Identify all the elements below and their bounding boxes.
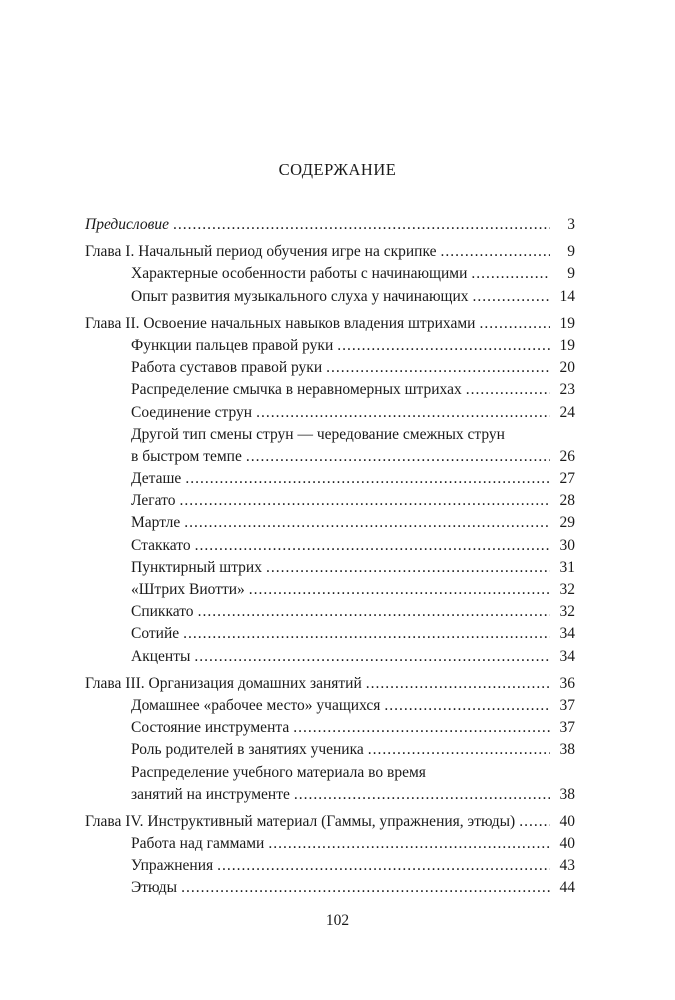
toc-entry-text: Состояние инструмента [131, 719, 290, 737]
toc-entry-text: Предисловие [85, 216, 169, 233]
toc-entry-first-line[interactable] [85, 424, 575, 446]
dot-leader [195, 535, 550, 557]
toc-entry[interactable] [85, 833, 575, 855]
toc-entry[interactable] [85, 646, 575, 668]
toc-page-number: 26 [559, 447, 575, 465]
dot-leader [256, 402, 550, 424]
toc-entry[interactable] [85, 512, 575, 534]
toc-entry-text: Глава III. Организация домашних занятий [85, 674, 362, 692]
table-of-contents [85, 214, 575, 905]
toc-page-number: 38 [559, 741, 575, 759]
dot-leader [266, 557, 550, 579]
dot-leader [246, 446, 550, 468]
toc-entry-text: «Штрих Виотти» [131, 581, 245, 598]
toc-entry-text: Этюды [131, 879, 178, 897]
toc-entry[interactable] [85, 784, 575, 806]
toc-entry-text: Характерные особенности работы с начинающими [131, 265, 468, 283]
toc-entry[interactable] [85, 379, 575, 401]
toc-page-number: 31 [559, 558, 575, 576]
dot-leader [249, 579, 550, 601]
dot-leader [479, 313, 550, 335]
dot-leader [217, 855, 550, 877]
toc-entry-text: Акценты [131, 647, 191, 665]
toc-entry-text: Стаккато [131, 536, 191, 554]
toc-entry[interactable] [85, 601, 575, 623]
dot-leader [198, 601, 550, 623]
toc-page-number: 24 [559, 403, 575, 421]
toc-entry-first-line[interactable] [85, 762, 575, 784]
toc-entry-text: Мартле [131, 514, 181, 532]
toc-page-number: 19 [559, 314, 575, 332]
toc-entry[interactable] [85, 717, 575, 739]
toc-chapter-4 [85, 811, 575, 900]
dot-leader [293, 717, 550, 739]
dot-leader [337, 335, 550, 357]
toc-page-number: 32 [559, 603, 575, 621]
toc-page-number: 19 [559, 336, 575, 354]
toc-entry[interactable] [85, 877, 575, 899]
toc-entry-text: Сотийе [131, 625, 180, 643]
toc-entry-preface[interactable] [85, 214, 575, 236]
dot-leader [466, 379, 550, 401]
toc-entry[interactable] [85, 335, 575, 357]
toc-entry-text: Спиккато [131, 603, 194, 621]
toc-page-number: 38 [559, 785, 575, 803]
dot-leader [183, 623, 550, 645]
toc-entry-text: Деташе [131, 470, 182, 488]
dot-leader [294, 784, 550, 806]
page-title: СОДЕРЖАНИЕ [278, 160, 397, 179]
dot-leader [179, 490, 550, 512]
dot-leader [185, 468, 550, 490]
toc-entry-text: Домашнее «рабочее место» учащихся [131, 696, 381, 714]
toc-page-number: 44 [559, 879, 575, 897]
dot-leader [194, 646, 550, 668]
dot-leader [519, 811, 550, 833]
toc-entry-text: Глава II. Освоение начальных навыков владения штрихами [85, 314, 476, 332]
dot-leader [366, 673, 550, 695]
toc-entry-text: Пунктирный штрих [131, 558, 262, 576]
toc-page-number: 3 [567, 216, 575, 233]
toc-entry-text: Распределение смычка в неравномерных штрихах [131, 381, 462, 399]
toc-entry[interactable] [85, 468, 575, 490]
toc-entry[interactable] [85, 579, 575, 601]
toc-entry-text: Распределение учебного материала во время [131, 763, 426, 781]
toc-entry[interactable] [85, 490, 575, 512]
toc-preface-group [85, 214, 575, 236]
toc-entry[interactable] [85, 263, 575, 285]
toc-page-number: 14 [559, 287, 575, 305]
toc-page-number: 34 [559, 625, 575, 643]
toc-entry[interactable] [85, 695, 575, 717]
toc-entry-text: Работа над гаммами [131, 835, 265, 853]
toc-page-number: 23 [559, 381, 575, 399]
dot-leader [473, 286, 550, 308]
toc-entry[interactable] [85, 855, 575, 877]
toc-chapter-2 [85, 313, 575, 668]
toc-entry-text: Функции пальцев правой руки [131, 336, 334, 354]
toc-page-number: 43 [559, 857, 575, 875]
toc-entry[interactable] [85, 402, 575, 424]
toc-entry[interactable] [85, 357, 575, 379]
toc-chapter-title[interactable] [85, 241, 575, 263]
dot-leader [181, 877, 550, 899]
toc-entry-text: Глава IV. Инструктивный материал (Гаммы, упражнения, этюды) [85, 812, 516, 830]
toc-chapter-title[interactable] [85, 811, 575, 833]
toc-entry[interactable] [85, 446, 575, 468]
toc-entry-text: Легато [131, 492, 176, 510]
toc-chapter-1 [85, 241, 575, 308]
dot-leader [173, 214, 550, 236]
toc-entry-text: Упражнения [131, 857, 214, 875]
toc-page-number: 40 [559, 835, 575, 853]
dot-leader [184, 512, 550, 534]
toc-entry-text: Роль родителей в занятиях ученика [131, 741, 364, 759]
toc-chapter-title[interactable] [85, 313, 575, 335]
toc-entry[interactable] [85, 739, 575, 761]
toc-page-number: 32 [559, 581, 575, 598]
dot-leader [440, 241, 550, 263]
toc-page-number: 9 [567, 243, 575, 261]
page-number: 102 [325, 912, 350, 929]
toc-page-number: 40 [559, 812, 575, 830]
toc-entry-text: Другой тип смены струн — чередование смежных струн [131, 425, 505, 443]
toc-page-number: 28 [559, 492, 575, 510]
toc-page-number: 37 [559, 696, 575, 714]
toc-page-number: 27 [559, 470, 575, 488]
toc-entry[interactable] [85, 623, 575, 645]
toc-page-number: 36 [559, 674, 575, 692]
toc-entry[interactable] [85, 557, 575, 579]
toc-entry-text: Глава I. Начальный период обучения игре на скрипке [85, 243, 437, 261]
toc-entry[interactable] [85, 535, 575, 557]
toc-page-number: 20 [559, 359, 575, 377]
dot-leader [268, 833, 550, 855]
toc-page-number: 34 [559, 647, 575, 665]
dot-leader [384, 695, 550, 717]
toc-chapter-title[interactable] [85, 673, 575, 695]
toc-chapter-3 [85, 673, 575, 806]
dot-leader [368, 739, 550, 761]
toc-page-number: 37 [559, 719, 575, 737]
toc-page-number: 9 [567, 265, 575, 283]
toc-entry-text: Соединение струн [131, 403, 253, 421]
toc-entry[interactable] [85, 286, 575, 308]
toc-entry-text: Работа суставов правой руки [131, 359, 323, 377]
toc-entry-text: в быстром темпе [131, 447, 242, 465]
toc-page-number: 29 [559, 514, 575, 532]
toc-entry-text: Опыт развития музыкального слуха у начинающих [131, 287, 469, 305]
toc-entry-text: занятий на инструменте [131, 785, 290, 803]
dot-leader [326, 357, 550, 379]
dot-leader [471, 263, 550, 285]
toc-page-number: 30 [559, 536, 575, 554]
